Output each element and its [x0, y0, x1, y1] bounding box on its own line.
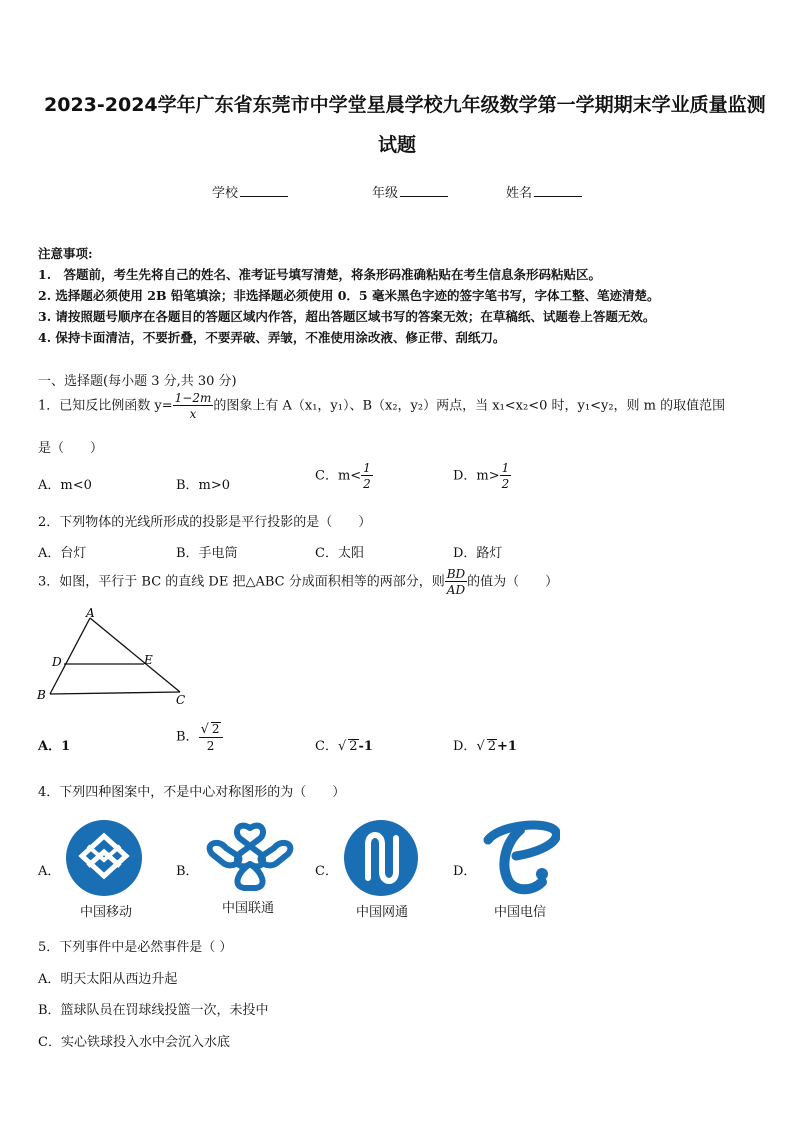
q1-d-num: 1	[501, 461, 510, 475]
note-item: 1. 答题前，考生先将自己的姓名、准考证号填写清楚，将条形码准确粘贴在考生信息条形码粘贴区。	[38, 267, 602, 282]
q3-d-radicand: 2	[487, 739, 497, 754]
q3-b-den: 2	[206, 739, 215, 753]
q2-option-a: A．台灯	[38, 546, 87, 561]
q3-text-pre: 3．如图，平行于 BC 的直线 DE 把△ABC 分成面积相等的两部分，则	[38, 574, 445, 590]
china-unicom-label: 中国联通	[221, 901, 274, 916]
q1-option-d	[453, 462, 511, 490]
q1-d-text: D．m>	[453, 468, 500, 484]
q3-c-radicand: 2	[349, 739, 358, 754]
vertex-label-e: E	[144, 653, 153, 667]
question-1-stem	[38, 392, 725, 420]
q3-c-text: C．	[315, 739, 338, 754]
question-2-stem: 2．下列物体的光线所形成的投影是平行投影的是（ ）	[38, 515, 372, 530]
q4-option-c-letter: C．	[315, 864, 338, 879]
q1-d-fraction	[500, 462, 512, 490]
china-telecom-logo-icon	[480, 818, 560, 898]
q3-frac-den: AD	[446, 583, 466, 597]
q3-frac-num: BD	[446, 567, 466, 581]
name-field	[506, 182, 582, 201]
q2-option-d: D．路灯	[453, 546, 503, 561]
q4-option-a-letter: A．	[38, 864, 61, 879]
side-ac	[90, 618, 180, 692]
question-3-stem	[38, 568, 558, 596]
q3-option-d: D．√ 2+1	[453, 739, 517, 754]
q2-option-c: C．太阳	[315, 546, 364, 561]
name-blank	[534, 184, 582, 197]
question-1-line2: 是（ ）	[38, 441, 104, 456]
q1-option-b: B．m>0	[176, 478, 231, 493]
q1-frac-den: x	[189, 407, 197, 421]
vertex-label-a: A	[86, 606, 95, 620]
q1-text-post: 的图象上有 A（x₁，y₁）、B（x₂，y₂）两点，当 x₁<x₂<0 时，y₁<y₂，则 m 的取值范围	[213, 398, 726, 414]
q3-b-num: √ 2	[199, 722, 223, 738]
q1-option-a: A．m<0	[38, 478, 92, 493]
q1-frac-num: 1−2m	[174, 391, 212, 405]
note-item: 2. 选择题必须使用 2B 铅笔填涂；非选择题必须使用 0．5 毫米黑色字迹的签字笔书写，字体工整、笔迹清楚。	[38, 288, 660, 303]
q3-b-radicand: 2	[211, 722, 220, 736]
vertex-label-b: B	[37, 688, 46, 702]
q1-c-num: 1	[363, 461, 371, 475]
q3-d-text: D．	[453, 739, 477, 754]
q4-option-d-letter: D．	[453, 864, 477, 879]
q3-fraction	[445, 568, 467, 596]
vertex-label-c: C	[176, 693, 186, 707]
q3-b-fraction	[199, 722, 223, 752]
q1-c-den: 2	[363, 477, 371, 491]
exam-title-line1: 2023-2024学年广东省东莞市中学堂星晨学校九年级数学第一学期期末学业质量监测	[44, 94, 766, 116]
china-netcom-label: 中国网通	[355, 905, 408, 920]
china-mobile-label: 中国移动	[79, 905, 132, 920]
q1-c-fraction	[361, 462, 373, 490]
question-4-stem: 4．下列四种图案中，不是中心对称图形的为（ ）	[38, 785, 346, 800]
q3-d-post: +1	[497, 739, 517, 754]
q5-option-c: C．实心铁球投入水中会沉入水底	[38, 1035, 230, 1050]
note-item: 4. 保持卡面清洁，不要折叠，不要弄破、弄皱，不准使用涂改液、修正带、刮纸刀。	[38, 330, 506, 345]
note-item: 3. 请按照题号顺序在各题目的答题区域内作答，超出答题区域书写的答案无效；在草稿纸、试题卷上答题无效。	[38, 309, 656, 324]
vertex-label-d: D	[52, 655, 62, 669]
china-netcom-logo-icon	[342, 818, 420, 898]
grade-field	[372, 182, 448, 201]
notes-heading: 注意事项:	[38, 246, 93, 261]
q3-option-c: C．√ 2-1	[315, 739, 373, 754]
q1-option-c	[315, 462, 373, 490]
name-label: 姓名	[506, 186, 533, 201]
q1-text-pre: 1．已知反比例函数 y=	[38, 398, 173, 414]
q1-c-text: C．m<	[315, 468, 362, 484]
section-heading: 一、选择题(每小题 3 分,共 30 分)	[38, 374, 237, 389]
q3-option-b	[176, 722, 223, 752]
q3-b-text: B．	[176, 729, 199, 745]
q3-c-post: -1	[358, 739, 373, 754]
q3-text-post: 的值为（ ）	[467, 574, 559, 590]
grade-blank	[400, 184, 448, 197]
exam-title-line2: 试题	[378, 134, 417, 156]
q3-option-a: A．1	[38, 739, 71, 754]
q4-option-b-letter: B．	[176, 864, 199, 879]
q2-option-b: B．手电筒	[176, 546, 238, 561]
question-5-stem: 5．下列事件中是必然事件是（ ）	[38, 940, 233, 955]
china-unicom-logo-icon	[202, 820, 298, 894]
china-telecom-label: 中国电信	[493, 905, 546, 920]
q1-d-den: 2	[501, 477, 510, 491]
side-bc	[50, 692, 180, 694]
school-blank	[240, 184, 288, 197]
triangle-figure	[34, 606, 194, 708]
q5-option-a: A．明天太阳从西边升起	[38, 972, 178, 987]
grade-label: 年级	[372, 186, 399, 201]
china-mobile-logo-icon	[64, 818, 144, 898]
q1-fraction	[173, 392, 214, 420]
q5-option-b: B．篮球队员在罚球线投篮一次，未投中	[38, 1003, 269, 1018]
school-field	[212, 182, 288, 201]
school-label: 学校	[212, 186, 239, 201]
